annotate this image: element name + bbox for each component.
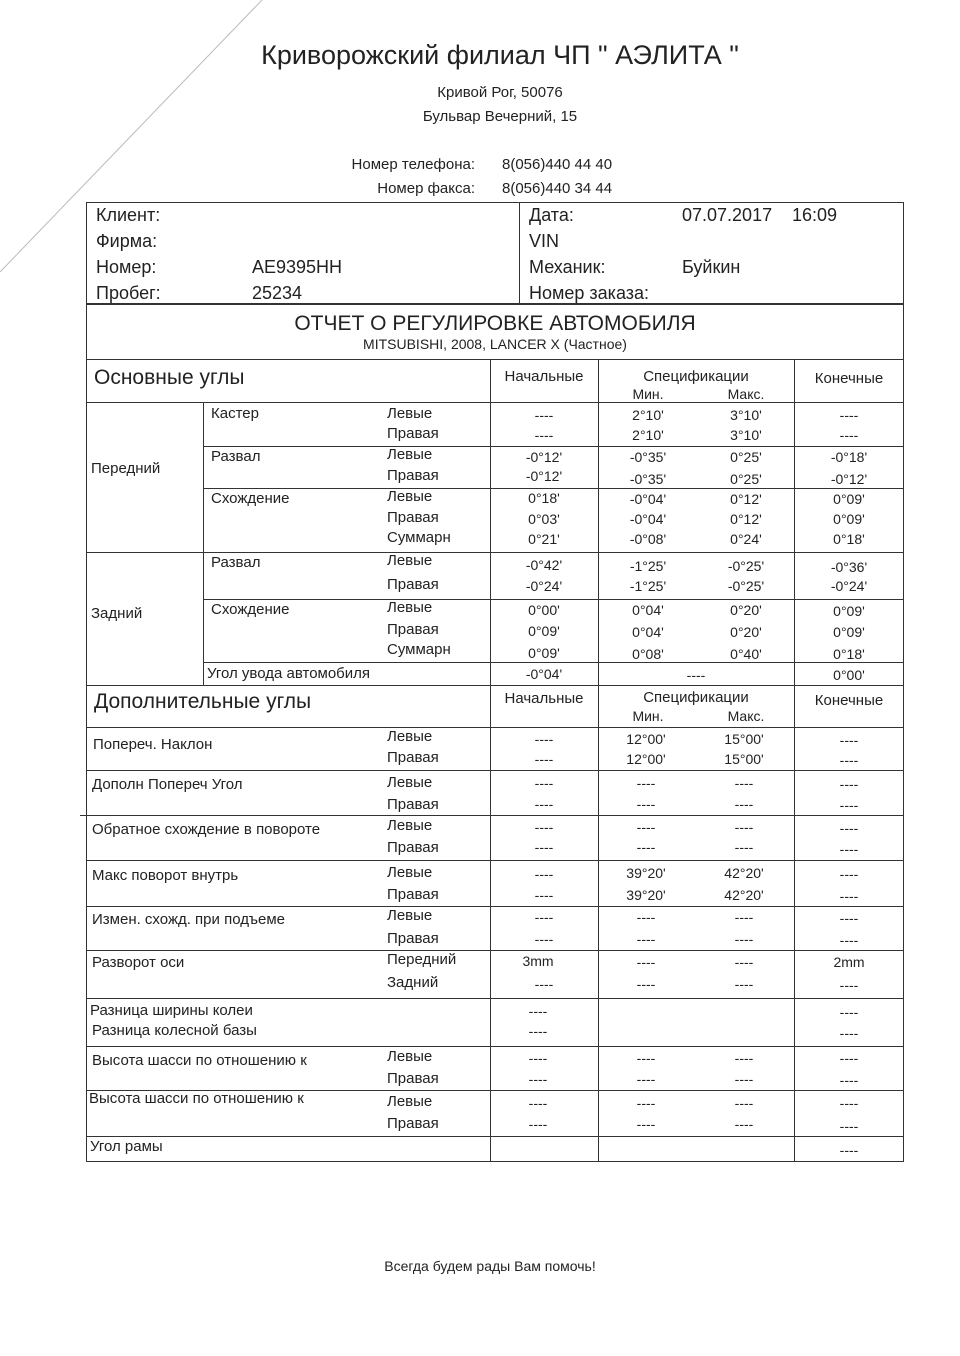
front-axle-label: Передний [91,460,161,477]
thrust-final: 0°00' [833,667,865,683]
add-row-final: ---- [839,888,859,904]
add-row-max: ---- [734,839,754,855]
add-row-final: ---- [839,776,859,792]
add-row-initial: ---- [528,1116,548,1132]
add-row-side: Правая [387,839,439,856]
add-row-side: Правая [387,796,439,813]
row-max: 3°10' [730,407,762,423]
add-row-min: ---- [636,954,656,970]
add-row-max: ---- [734,775,754,791]
add-row-min: ---- [636,819,656,835]
add-row-final: ---- [839,866,859,882]
row-min: 0°04' [632,602,664,618]
title-separator [86,359,904,360]
row-final: 0°18' [833,646,865,662]
col-final: Конечные [814,370,884,387]
row-final: -0°18' [830,449,868,465]
row-max: -0°25' [727,578,765,594]
row-group-label: Развал [211,554,261,571]
row-min: 2°10' [632,427,664,443]
main-header-line [86,402,904,403]
row-initial: -0°12' [525,449,563,465]
add-sep-7 [86,1046,904,1047]
thrust-angle-label: Угол увода автомобиля [207,665,371,682]
main-table-bottom [86,685,904,686]
row-side: Правая [387,576,439,593]
add-row-min: 12°00' [626,731,666,747]
add-row-final: 2mm [833,954,865,970]
add-sep-5 [86,950,904,951]
mileage-label: Пробег: [96,283,161,303]
add-row-max: ---- [734,1071,754,1087]
add-row-side: Правая [387,1115,439,1132]
row-side: Суммарн [387,529,451,546]
add-row-initial: ---- [534,819,554,835]
add-row-initial: ---- [528,1023,548,1039]
date-label: Дата: [529,205,574,225]
col-specs: Спецификации [643,368,749,385]
add-row-label: Макс поворот внутрь [92,867,239,884]
add-row-final: ---- [839,752,859,768]
add-row-initial: ---- [534,839,554,855]
row-max: -0°25' [727,558,765,574]
additional-angles-heading: Дополнительные углы [94,690,312,713]
thrust-initial: -0°04' [525,666,563,682]
add-row-initial: ---- [534,751,554,767]
report-vehicle: MITSUBISHI, 2008, LANCER X (Частное) [363,336,627,352]
row-min: -0°08' [629,531,667,547]
mechanic-label: Механик: [529,257,606,277]
row-final: -0°36' [830,559,868,575]
row-min: -1°25' [629,578,667,594]
row-initial: 0°09' [528,645,560,661]
row-side: Правая [387,621,439,638]
row-max: 0°40' [730,646,762,662]
add-row-min: ---- [636,976,656,992]
add-row-min: 12°00' [626,751,666,767]
row-min: -0°35' [629,449,667,465]
add-row-initial: ---- [528,1050,548,1066]
row-final: 0°09' [833,511,865,527]
add-row-initial: ---- [534,775,554,791]
client-label: Клиент: [96,205,161,225]
add-row-max: ---- [734,1116,754,1132]
add-row-min: ---- [636,1116,656,1132]
add-row-final: ---- [839,910,859,926]
add-row-side: Левые [387,1048,433,1065]
row-min: 0°04' [632,624,664,640]
row-min: 2°10' [632,407,664,423]
row-min: -1°25' [629,558,667,574]
report-title: ОТЧЕТ О РЕГУЛИРОВКЕ АВТОМОБИЛЯ [294,312,696,335]
mileage-value: 25234 [252,283,303,303]
row-group-label: Кастер [211,405,259,422]
add-row-initial: ---- [528,1095,548,1111]
row-initial: 0°21' [528,531,560,547]
add-col-initial: Начальные [504,690,584,707]
row-side: Левые [387,405,433,422]
row-final: ---- [839,407,859,423]
row-side: Левые [387,488,433,505]
add-row-min: ---- [636,839,656,855]
col-max: Макс. [727,386,765,402]
add-row-max: ---- [734,1095,754,1111]
add-row-final: ---- [839,1095,859,1111]
row-min: -0°04' [629,511,667,527]
vin-label: VIN [529,231,560,251]
row-min: -0°35' [629,471,667,487]
add-row-initial: ---- [534,731,554,747]
fax-label: Номер факса: [377,180,475,197]
add-row-label: Угол рамы [90,1138,163,1155]
add-row-min: 39°20' [626,887,666,903]
add-row-final: ---- [839,820,859,836]
time-value: 16:09 [792,205,838,225]
row-group-label: Развал [211,448,261,465]
add-row-label: Разница ширины колеи [90,1002,253,1019]
add-row-max: ---- [734,931,754,947]
group-sep-5 [203,662,904,663]
add-row-max: ---- [734,976,754,992]
order-label: Номер заказа: [529,283,650,303]
row-group-label: Схождение [211,601,290,618]
add-row-side: Левые [387,1093,433,1110]
add-row-final: ---- [839,732,859,748]
group-sep-3 [86,552,904,553]
add-row-side: Левые [387,817,433,834]
add-row-final: ---- [839,977,859,993]
add-row-final: ---- [839,1050,859,1066]
row-initial: -0°42' [525,557,563,573]
add-row-label: Разворот оси [92,954,185,971]
row-initial: -0°12' [525,468,563,484]
add-row-side: Левые [387,907,433,924]
group-sep-2 [203,488,904,489]
main-col-line-2 [598,359,599,685]
add-row-side: Левые [387,774,433,791]
add-row-label: Попереч. Наклон [93,736,213,753]
company-street: Бульвар Вечерний, 15 [422,108,578,125]
row-final: 0°18' [833,531,865,547]
add-row-max: ---- [734,909,754,925]
add-row-side: Правая [387,1070,439,1087]
group-sep-1 [203,446,904,447]
main-angles-heading: Основные углы [94,366,245,389]
phone-label: Номер телефона: [351,156,475,173]
date-value: 07.07.2017 [682,205,773,225]
add-row-side: Правая [387,930,439,947]
add-sep-4 [86,906,904,907]
add-row-initial: ---- [534,931,554,947]
add-row-min: ---- [636,1050,656,1066]
client-info-box [86,202,904,304]
row-side: Левые [387,599,433,616]
main-group-col-line [203,402,204,685]
mechanic-value: Буйкин [682,257,741,277]
row-initial: 0°03' [528,511,560,527]
add-row-final: ---- [839,1025,859,1041]
row-max: 0°12' [730,491,762,507]
add-row-min: ---- [636,1071,656,1087]
row-max: 0°25' [730,471,762,487]
row-initial: 0°09' [528,623,560,639]
add-row-initial: ---- [534,976,554,992]
add-row-side: Задний [387,974,439,991]
row-side: Левые [387,446,433,463]
add-col-final: Конечные [814,692,884,709]
row-max: 0°20' [730,624,762,640]
add-row-final: ---- [839,841,859,857]
group-sep-4 [203,599,904,600]
row-initial: 0°18' [528,490,560,506]
add-row-initial: ---- [528,1071,548,1087]
add-row-side: Правая [387,886,439,903]
row-initial: 0°00' [528,602,560,618]
add-row-max: ---- [734,1050,754,1066]
row-min: 0°08' [632,646,664,662]
add-header-line [86,727,904,728]
add-row-min: ---- [636,909,656,925]
add-row-label: Измен. схожд. при подъеме [92,911,286,928]
add-row-side: Передний [387,951,457,968]
col-initial: Начальные [504,368,584,385]
add-row-initial: ---- [534,796,554,812]
add-row-max: ---- [734,819,754,835]
add-row-final: ---- [839,797,859,813]
add-row-min: ---- [636,775,656,791]
row-final: 0°09' [833,491,865,507]
fax-value: 8(056)440 34 44 [502,180,613,197]
company-name: Криворожский филиал ЧП " АЭЛИТА " [261,40,739,70]
row-max: 0°12' [730,511,762,527]
add-row-initial: ---- [534,909,554,925]
add-row-max: 15°00' [724,751,764,767]
row-initial: ---- [534,427,554,443]
add-col-min: Мин. [632,708,664,724]
row-final: -0°12' [830,471,868,487]
add-row-initial: 3mm [522,953,554,969]
row-group-label: Схождение [211,490,290,507]
row-max: 0°25' [730,449,762,465]
row-max: 0°24' [730,531,762,547]
row-max: 3°10' [730,427,762,443]
footer-message: Всегда будем рады Вам помочь! [384,1258,596,1274]
add-row-label: Дополн Попереч Угол [92,776,243,793]
add-row-label: Обратное схождение в повороте [92,821,321,838]
add-row-final: ---- [839,932,859,948]
add-row-max: ---- [734,954,754,970]
add-row-final: ---- [839,1118,859,1134]
number-label: Номер: [96,257,157,277]
add-row-side: Левые [387,864,433,881]
number-value: AE9395HH [252,257,343,277]
add-row-initial: ---- [528,1003,548,1019]
add-row-min: ---- [636,796,656,812]
row-min: -0°04' [629,491,667,507]
row-max: 0°20' [730,602,762,618]
add-row-max: 42°20' [724,887,764,903]
add-row-label: Высота шасси по отношению к [92,1052,307,1069]
row-initial: ---- [534,407,554,423]
add-row-initial: ---- [534,887,554,903]
row-side: Левые [387,552,433,569]
row-final: 0°09' [833,603,865,619]
add-row-max: ---- [734,796,754,812]
add-sep-3 [86,860,904,861]
company-city: Кривой Рог, 50076 [437,84,563,101]
add-row-initial: ---- [534,866,554,882]
add-col-specs: Спецификации [643,689,749,706]
rear-axle-label: Задний [91,605,143,622]
row-side: Суммарн [387,641,451,658]
add-row-final: ---- [839,1072,859,1088]
row-final: 0°09' [833,624,865,640]
add-row-label: Высота шасси по отношению к [89,1090,304,1107]
add-row-max: 42°20' [724,865,764,881]
add-row-final: ---- [839,1142,859,1158]
add-row-final: ---- [839,1004,859,1020]
row-final: ---- [839,427,859,443]
client-divider [519,202,520,304]
add-row-min: ---- [636,931,656,947]
add-row-min: ---- [636,1095,656,1111]
add-col-max: Макс. [727,708,765,724]
row-side: Правая [387,467,439,484]
add-sep-6 [86,998,904,999]
add-row-label: Разница колесной базы [92,1022,257,1039]
row-initial: -0°24' [525,578,563,594]
add-sep-2 [80,815,904,816]
thrust-spec: ---- [686,667,706,683]
add-sep-9 [86,1136,904,1137]
col-min: Мин. [632,386,664,402]
row-side: Правая [387,425,439,442]
add-row-side: Левые [387,728,433,745]
add-row-max: 15°00' [724,731,764,747]
row-side: Правая [387,509,439,526]
row-final: -0°24' [830,578,868,594]
add-row-side: Правая [387,749,439,766]
firm-label: Фирма: [96,231,158,251]
add-sep-1 [86,770,904,771]
add-row-min: 39°20' [626,865,666,881]
phone-value: 8(056)440 44 40 [502,156,613,173]
